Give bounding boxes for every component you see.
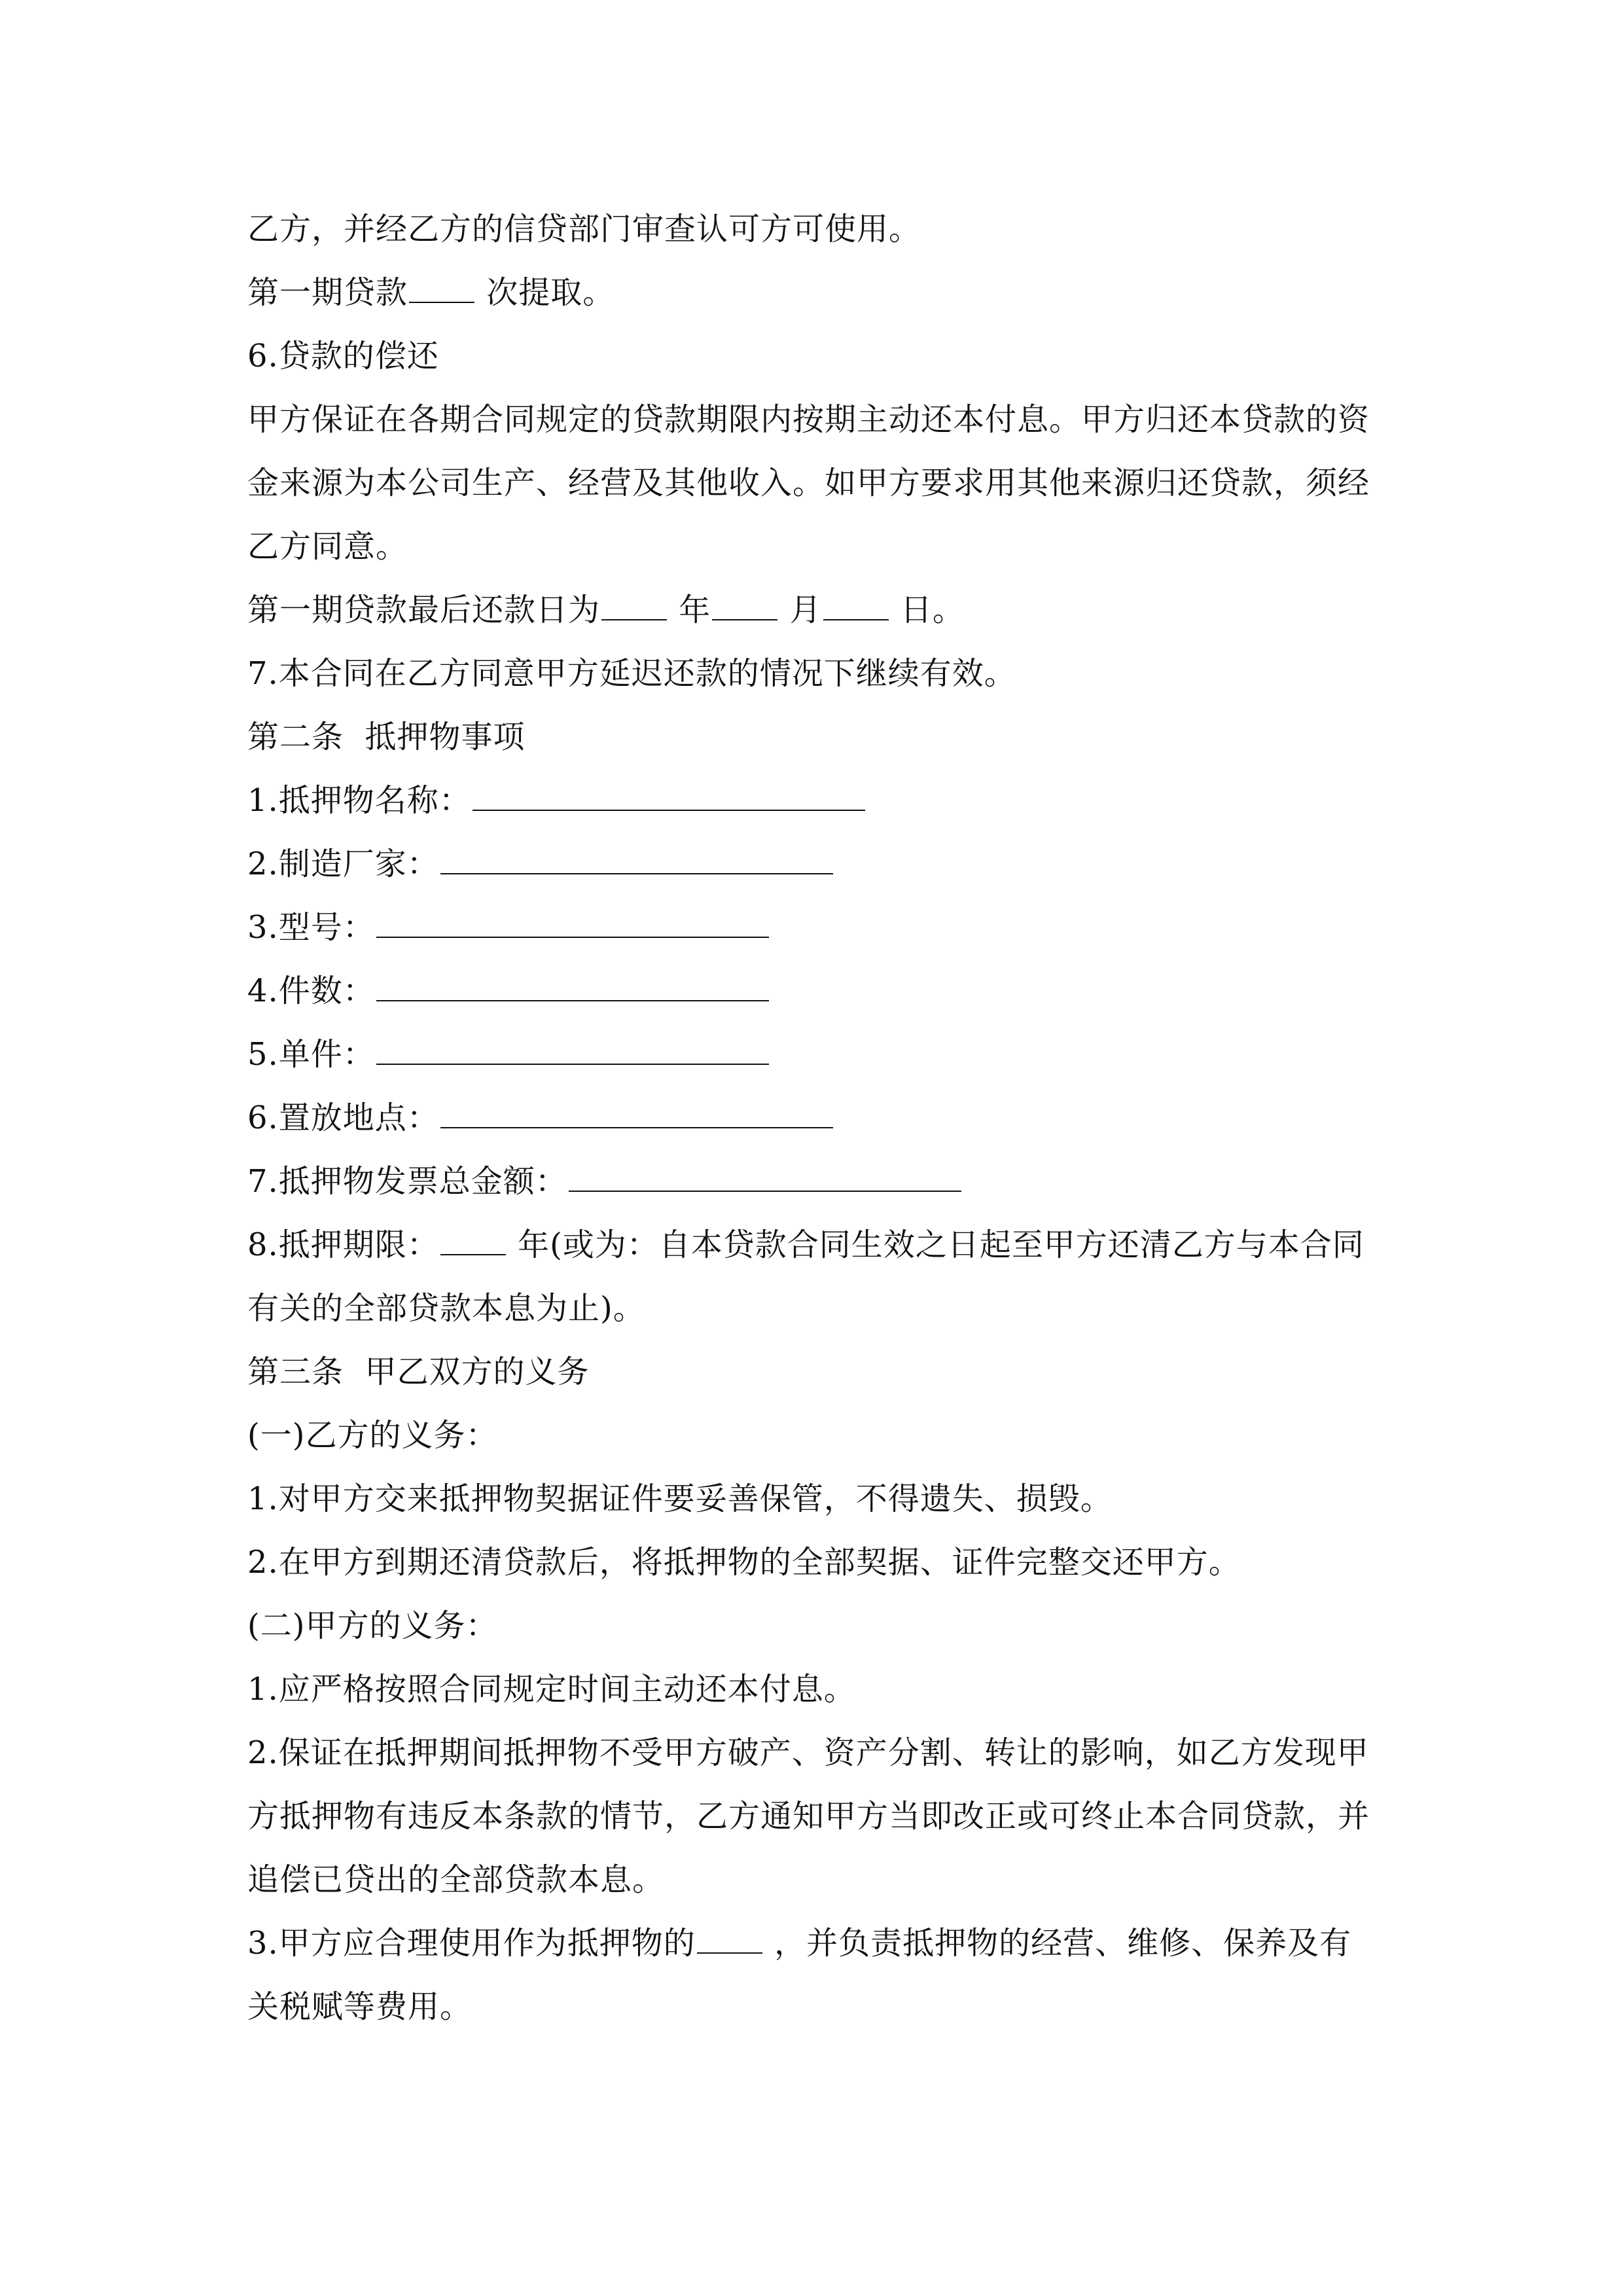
text: 2.在甲方到期还清贷款后，将抵押物的全部契据、证件完整交还甲方。: [247, 1544, 1241, 1581]
text: 乙方同意。: [247, 528, 408, 565]
text-line: [247, 527, 1376, 566]
text-line: [247, 1035, 1376, 1074]
text: 7.抵押物发票总金额：: [247, 1163, 567, 1200]
blank-field[interactable]: [440, 1098, 833, 1128]
blank-field[interactable]: [376, 1035, 769, 1065]
blank-field[interactable]: [473, 781, 865, 811]
blank-field[interactable]: [601, 590, 667, 620]
text-line: [247, 1797, 1376, 1836]
text: 7.本合同在乙方同意甲方延迟还款的情况下继续有效。: [247, 655, 1016, 692]
text: 年: [679, 592, 711, 628]
text: 4.件数：: [247, 973, 375, 1009]
blank-field[interactable]: [440, 1225, 506, 1255]
blank-field[interactable]: [376, 971, 769, 1001]
blank-field[interactable]: [697, 1924, 762, 1954]
text-line: [247, 1479, 1376, 1518]
text-line: [247, 1162, 1376, 1201]
text-line: [247, 1860, 1376, 1899]
text-line: [247, 463, 1376, 503]
text-line: [247, 781, 1376, 820]
text: 甲方保证在各期合同规定的贷款期限内按期主动还本付息。甲方归还本贷款的资: [247, 401, 1370, 438]
text-line: [247, 1098, 1376, 1138]
text-line: [247, 1416, 1376, 1455]
text: (一)乙方的义务：: [247, 1417, 498, 1454]
text-line: [247, 590, 1376, 630]
blank-field[interactable]: [440, 844, 833, 874]
section-heading: [247, 717, 1376, 757]
text: 年(或为：自本贷款合同生效之日起至甲方还清乙方与本合同: [518, 1227, 1364, 1263]
text-line: [247, 654, 1376, 693]
text-line: [247, 1670, 1376, 1709]
text: 2.保证在抵押期间抵押物不受甲方破产、资产分割、转让的影响，如乙方发现甲: [247, 1734, 1369, 1771]
text: 金来源为本公司生产、经营及其他收入。如甲方要求用其他来源归还贷款，须经: [247, 465, 1370, 501]
text-line: [247, 1543, 1376, 1582]
blank-field[interactable]: [409, 273, 474, 303]
text: 6.贷款的偿还: [247, 338, 439, 374]
text-line: [247, 209, 1376, 249]
text: 第三条 甲乙双方的义务: [247, 1354, 590, 1390]
text: 方抵押物有违反本条款的情节，乙方通知甲方当即改正或可终止本合同贷款，并: [247, 1798, 1370, 1835]
text: 乙方，并经乙方的信贷部门审查认可方可使用。: [247, 211, 921, 247]
text: 关税赋等费用。: [247, 1988, 473, 2025]
text-line: [247, 273, 1376, 312]
text-line: [247, 1987, 1376, 2026]
text: 6.置放地点：: [247, 1100, 439, 1136]
text: 8.抵押期限：: [247, 1227, 439, 1263]
blank-field[interactable]: [823, 590, 889, 620]
section-heading: [247, 1352, 1376, 1391]
text: 有关的全部贷款本息为止)。: [247, 1290, 645, 1327]
text: 第二条 抵押物事项: [247, 719, 526, 755]
text: 3.甲方应合理使用作为抵押物的: [247, 1925, 696, 1962]
blank-field[interactable]: [376, 908, 769, 938]
text-line: [247, 1606, 1376, 1645]
text: 2.制造厂家：: [247, 846, 439, 882]
text-line: [247, 400, 1376, 439]
text-line: [247, 844, 1376, 884]
text: 1.对甲方交来抵押物契据证件要妥善保管，不得遗失、损毁。: [247, 1480, 1113, 1517]
text-line: [247, 1733, 1376, 1772]
text-line: [247, 1924, 1376, 1963]
text-line: [247, 336, 1376, 376]
text-line: [247, 971, 1376, 1011]
text: 第一期贷款最后还款日为: [247, 592, 601, 628]
text: 月: [789, 592, 822, 628]
text: 1.应严格按照合同规定时间主动还本付息。: [247, 1671, 856, 1708]
text: ，并负责抵押物的经营、维修、保养及有: [774, 1925, 1352, 1962]
blank-field[interactable]: [569, 1162, 961, 1192]
text: (二)甲方的义务：: [247, 1607, 498, 1644]
text: 次提取。: [486, 274, 615, 311]
text-line: [247, 1225, 1376, 1265]
text: 第一期贷款: [247, 274, 408, 311]
text: 日。: [900, 592, 965, 628]
text-line: [247, 908, 1376, 947]
text: 1.抵押物名称：: [247, 782, 471, 819]
text-line: [247, 1289, 1376, 1328]
blank-field[interactable]: [712, 590, 777, 620]
text: 3.型号：: [247, 909, 375, 946]
text: 追偿已贷出的全部贷款本息。: [247, 1861, 665, 1898]
text: 5.单件：: [247, 1036, 375, 1073]
